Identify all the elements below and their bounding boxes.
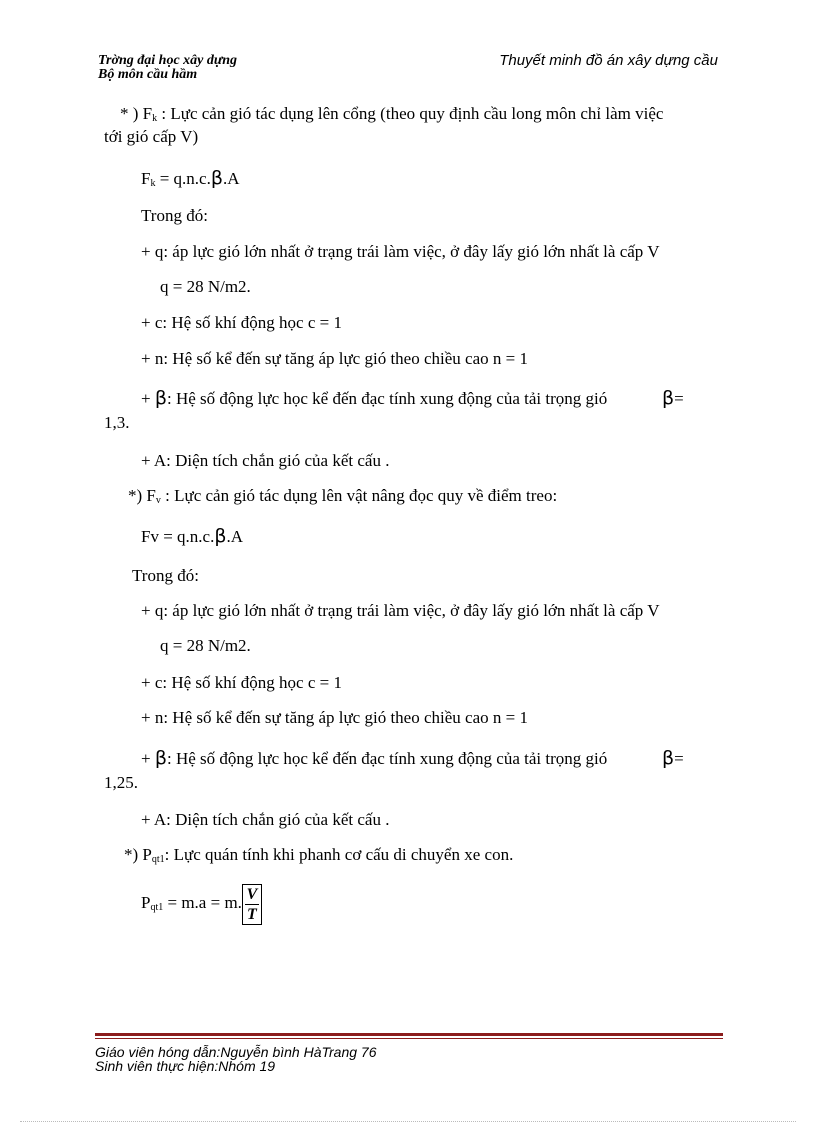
pqt-intro — [124, 845, 513, 870]
fk-q-value: q = 28 N/m2. — [160, 277, 251, 296]
fk-intro-text: : Lực cản gió tác dụng lên cổng (theo quy định cầu long môn chỉ làm việc — [157, 104, 664, 123]
fv-formula-lhs: Fv = q.n.c. — [141, 527, 215, 546]
fv-beta-text: : Hệ số động lực học kể đến đạc tính xung động của tải trọng gió — [166, 749, 608, 768]
footer-teacher: Giáo viên hóng dẫn:Nguyễn bình HàTrang 76 — [95, 1044, 377, 1060]
velocity-fraction — [242, 884, 262, 925]
fv-where: Trong đó: — [132, 566, 199, 585]
fv-intro — [128, 486, 557, 511]
fk-intro-prefix: * ) F — [120, 104, 153, 123]
fv-beta-value: 1,25. — [104, 773, 138, 792]
footer-students: Sinh viên thực hiện:Nhóm 19 — [95, 1058, 276, 1074]
footer-rule-bottom — [95, 1038, 723, 1039]
beta-symbol: β — [154, 747, 167, 769]
header-title: Thuyết minh đồ án xây dựng cầu — [499, 52, 718, 69]
fk-beta-equals: = — [674, 389, 684, 408]
pqt-formula-lhs: P — [141, 893, 151, 912]
fv-beta-line — [141, 748, 607, 769]
fraction-bar — [245, 904, 259, 905]
pqt-formula — [141, 880, 262, 931]
pqt-intro-text: : Lực quán tính khi phanh cơ cấu di chuyển xe con. — [164, 845, 514, 864]
fv-beta-equals: = — [674, 749, 684, 768]
pqt-formula-mid: = m.a = m. — [163, 893, 242, 912]
fk-where: Trong đó: — [141, 206, 208, 225]
fv-intro-text: : Lực cản gió tác dụng lên vật nâng đọc quy về điểm treo: — [160, 486, 558, 505]
fv-q-value: q = 28 N/m2. — [160, 636, 251, 655]
fk-formula-lhs: F — [141, 169, 151, 188]
footer-rule-top — [95, 1033, 723, 1036]
header-school: Trờng đại học xây dựng — [98, 53, 238, 68]
fv-formula-end: .A — [226, 527, 244, 546]
fv-n-line: + n: Hệ số kể đến sự tăng áp lực gió theo chiều cao n = 1 — [141, 708, 528, 727]
fk-n-line: + n: Hệ số kể đến sự tăng áp lực gió theo chiều cao n = 1 — [141, 349, 528, 368]
fv-intro-prefix: *) F — [128, 486, 156, 505]
fraction-denominator: T — [247, 905, 257, 923]
fk-intro-sub: k — [152, 113, 158, 124]
beta-symbol: β — [214, 525, 227, 547]
beta-symbol: β — [210, 167, 223, 189]
fk-beta-plus: + — [141, 389, 155, 408]
fk-q-line: + q: áp lực gió lớn nhất ở trạng trái làm việc, ở đây lấy gió lớn nhất là cấp V — [141, 242, 660, 261]
fk-formula — [141, 168, 240, 194]
fk-beta-eq — [662, 388, 684, 409]
fraction-numerator: V — [246, 885, 258, 903]
fv-c-line: + c: Hệ số khí động học c = 1 — [141, 673, 342, 692]
fv-beta-plus: + — [141, 749, 155, 768]
fk-formula-sub: k — [150, 178, 156, 189]
fv-formula — [141, 526, 243, 547]
fk-intro — [120, 104, 663, 129]
beta-symbol: β — [662, 387, 675, 409]
page-bottom-dotted-line — [20, 1121, 796, 1122]
beta-symbol: β — [154, 387, 167, 409]
fv-beta-eq — [662, 748, 684, 769]
fk-a-line: + A: Diện tích chắn gió của kết cấu . — [141, 451, 390, 470]
fk-beta-line — [141, 388, 607, 409]
fk-beta-text: : Hệ số động lực học kể đến đạc tính xung động của tải trọng gió — [166, 389, 608, 408]
fk-c-line: + c: Hệ số khí động học c = 1 — [141, 313, 342, 332]
header-department: Bộ môn cầu hầm — [98, 67, 198, 82]
fk-formula-end: .A — [223, 169, 240, 188]
fv-q-line: + q: áp lực gió lớn nhất ở trạng trái làm việc, ở đây lấy gió lớn nhất là cấp V — [141, 601, 660, 620]
fk-intro-cont: tới gió cấp V) — [104, 127, 199, 146]
fk-formula-mid: = q.n.c. — [155, 169, 211, 188]
fv-intro-sub: v — [155, 495, 161, 506]
fv-a-line: + A: Diện tích chắn gió của kết cấu . — [141, 810, 390, 829]
beta-symbol: β — [662, 747, 675, 769]
pqt-intro-prefix: *) P — [124, 845, 152, 864]
pqt-formula-sub: qt1 — [150, 902, 164, 913]
pqt-intro-sub: qt1 — [151, 854, 165, 865]
fk-beta-value: 1,3. — [104, 413, 130, 432]
